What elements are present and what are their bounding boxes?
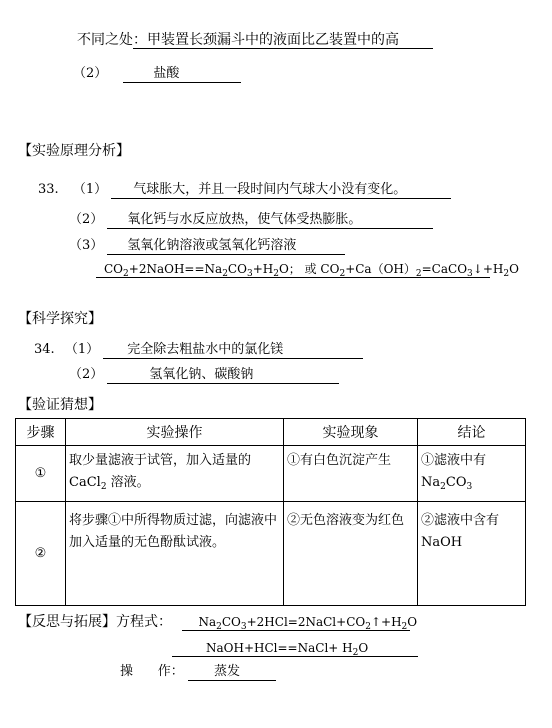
q33-num: 33. <box>38 182 59 197</box>
q33-item-2-answer: 氧化钙与水反应放热，使气体受热膨胀。 <box>107 212 433 229</box>
q33-item-3 <box>69 238 345 255</box>
header-phenomenon: 实验现象 <box>284 419 418 446</box>
q33-equation <box>96 261 519 279</box>
q33-item-3-num: （3） <box>69 238 104 253</box>
table-header-row <box>16 419 526 446</box>
section-verify: 【验证猜想】 <box>18 397 102 413</box>
q2-top <box>73 66 241 83</box>
difference-line <box>77 32 433 49</box>
table-row <box>16 502 526 606</box>
reflect-label: 【反思与拓展】 <box>18 614 116 630</box>
q33-item-1 <box>38 182 451 199</box>
q33-equation-text: $CO_2+2NaOH==Na_2CO_3+H_2O$； 或 $CO_2+Ca(OH)_2=CaCO_3↓+H_2O$ <box>96 261 490 278</box>
reflect-equation-2: NaOH+HCl==NaCl+ $H_2O$ <box>172 640 418 657</box>
q34-item-2-answer: 氢氧化钠、碳酸钠 <box>107 367 339 384</box>
q34-item-1 <box>34 342 363 359</box>
q2-top-num: （2） <box>73 66 108 81</box>
operation-label: 操 作： <box>120 664 184 679</box>
q33-item-3-answer: 氢氧化钠溶液或氢氧化钙溶液 <box>107 238 345 255</box>
step-2: ② <box>16 502 66 606</box>
difference-answer: ：甲装置长颈漏斗中的液面比乙装置中的高 <box>133 32 433 49</box>
reflect-equation-2-line <box>172 640 418 657</box>
q34-item-2 <box>69 367 339 384</box>
q2-top-answer: 盐酸 <box>123 66 241 83</box>
header-step: 步骤 <box>16 419 66 446</box>
conclusion-1: ①滤液中有 $Na_2CO_3$ <box>418 446 526 502</box>
equation-label: 方程式： <box>116 614 172 630</box>
step-1: ① <box>16 446 66 502</box>
section-science: 【科学探究】 <box>18 311 102 327</box>
difference-label: 不同之处 <box>77 32 133 48</box>
section-principle: 【实验原理分析】 <box>18 143 130 159</box>
conclusion-2: ②滤液中含有NaOH <box>418 502 526 606</box>
table-row <box>16 446 526 502</box>
operation-1: 取少量滤液于试管，加入适量的 CaCl$_2$ 溶液。 <box>66 446 284 502</box>
q33-item-2 <box>69 212 433 229</box>
header-conclusion: 结论 <box>418 419 526 446</box>
phenomenon-2: ②无色溶液变为红色 <box>284 502 418 606</box>
reflect-line <box>18 614 418 632</box>
operation-line <box>120 664 276 681</box>
q34-item-1-num: （1） <box>64 342 100 357</box>
q34-num: 34. <box>34 342 55 357</box>
header-operation: 实验操作 <box>66 419 284 446</box>
reflect-equation-1: $Na_2CO_3+2HCl=2NaCl+CO_2↑+H_2O$ <box>182 614 410 631</box>
q34-item-1-answer: 完全除去粗盐水中的氯化镁 <box>103 342 363 359</box>
operation-2: 将步骤①中所得物质过滤，向滤液中加入适量的无色酚酞试液。 <box>66 502 284 606</box>
operation-answer: 蒸发 <box>188 664 276 681</box>
phenomenon-1: ①有白色沉淀产生 <box>284 446 418 502</box>
q33-item-1-answer: 气球胀大，并且一段时间内气球大小没有变化。 <box>111 182 451 199</box>
q34-item-2-num: （2） <box>69 367 104 382</box>
q33-item-2-num: （2） <box>69 212 104 227</box>
q33-item-1-num: （1） <box>72 182 108 197</box>
verify-table <box>15 418 526 606</box>
